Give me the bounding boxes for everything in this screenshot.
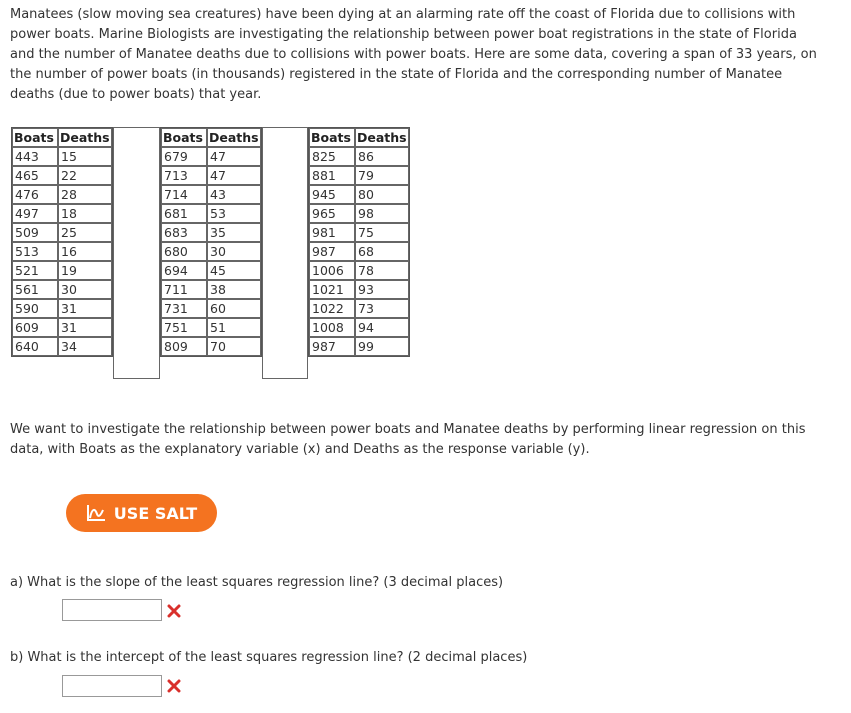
- deaths-cell: 98: [355, 204, 409, 223]
- boats-header: Boats: [309, 128, 355, 147]
- table-row: [161, 318, 261, 337]
- table-header-row: [161, 128, 261, 147]
- question-a-label: a) What is the slope of the least squares regression line? (3 decimal places): [10, 575, 504, 590]
- boats-cell: 981: [309, 223, 355, 242]
- deaths-cell: 75: [355, 223, 409, 242]
- use-salt-button[interactable]: [66, 494, 217, 532]
- incorrect-x-icon: [167, 679, 181, 693]
- deaths-cell: 31: [58, 299, 112, 318]
- boats-cell: 683: [161, 223, 207, 242]
- deaths-header: Deaths: [209, 130, 259, 145]
- deaths-cell: 60: [207, 299, 261, 318]
- table-row: [12, 318, 112, 337]
- table-row: [12, 185, 112, 204]
- deaths-cell: 70: [207, 337, 261, 356]
- deaths-cell: 53: [207, 204, 261, 223]
- boats-cell: 987: [309, 242, 355, 261]
- boats-cell: 881: [309, 166, 355, 185]
- table-row: [12, 147, 112, 166]
- deaths-cell: 73: [355, 299, 409, 318]
- deaths-cell: 99: [355, 337, 409, 356]
- boats-cell: 1008: [309, 318, 355, 337]
- boats-cell: 751: [161, 318, 207, 337]
- deaths-cell: 30: [58, 280, 112, 299]
- boats-cell: 640: [12, 337, 58, 356]
- deaths-cell: 80: [355, 185, 409, 204]
- question-b-label: b) What is the intercept of the least squares regression line? (2 decimal places): [10, 650, 528, 665]
- deaths-cell: 22: [58, 166, 112, 185]
- chart-icon: [86, 504, 106, 522]
- deaths-cell: 18: [58, 204, 112, 223]
- deaths-cell: 93: [355, 280, 409, 299]
- boats-cell: 680: [161, 242, 207, 261]
- boats-cell: 590: [12, 299, 58, 318]
- table-row: [309, 299, 409, 318]
- deaths-cell: 19: [58, 261, 112, 280]
- deaths-cell: 79: [355, 166, 409, 185]
- boats-cell: 521: [12, 261, 58, 280]
- table-row: [309, 166, 409, 185]
- boats-cell: 945: [309, 185, 355, 204]
- deaths-cell: 34: [58, 337, 112, 356]
- boats-cell: 965: [309, 204, 355, 223]
- boats-cell: 711: [161, 280, 207, 299]
- deaths-cell: 35: [207, 223, 261, 242]
- table-row: [161, 242, 261, 261]
- deaths-cell: 25: [58, 223, 112, 242]
- data-table-1: [11, 127, 113, 357]
- deaths-cell: 43: [207, 185, 261, 204]
- table-row: [12, 299, 112, 318]
- table-row: [161, 299, 261, 318]
- boats-cell: 987: [309, 337, 355, 356]
- deaths-cell: 16: [58, 242, 112, 261]
- boats-cell: 476: [12, 185, 58, 204]
- deaths-cell: 86: [355, 147, 409, 166]
- table-row: [309, 280, 409, 299]
- deaths-cell: 47: [207, 147, 261, 166]
- table-row: [161, 280, 261, 299]
- table-row: [161, 223, 261, 242]
- boats-cell: 825: [309, 147, 355, 166]
- table-row: [309, 261, 409, 280]
- use-salt-label: USE SALT: [113, 503, 198, 523]
- deaths-cell: 38: [207, 280, 261, 299]
- table-row: [309, 242, 409, 261]
- table-row: [161, 185, 261, 204]
- slope-answer-input[interactable]: [62, 599, 162, 621]
- table-row: [161, 261, 261, 280]
- deaths-cell: 31: [58, 318, 112, 337]
- table-row: [309, 337, 409, 356]
- boats-cell: 809: [161, 337, 207, 356]
- deaths-cell: 78: [355, 261, 409, 280]
- intercept-answer-input[interactable]: [62, 675, 162, 697]
- deaths-cell: 47: [207, 166, 261, 185]
- deaths-header: Deaths: [357, 130, 407, 145]
- deaths-cell: 15: [58, 147, 112, 166]
- boats-cell: 713: [161, 166, 207, 185]
- boats-cell: 679: [161, 147, 207, 166]
- table-row: [12, 242, 112, 261]
- boats-cell: 443: [12, 147, 58, 166]
- deaths-cell: 30: [207, 242, 261, 261]
- boats-cell: 609: [12, 318, 58, 337]
- boats-cell: 513: [12, 242, 58, 261]
- deaths-cell: 45: [207, 261, 261, 280]
- deaths-cell: 51: [207, 318, 261, 337]
- boats-header: Boats: [12, 128, 58, 147]
- boats-cell: 1022: [309, 299, 355, 318]
- table-row: [12, 166, 112, 185]
- table-row: [309, 185, 409, 204]
- table-row: [309, 223, 409, 242]
- regression-paragraph: We want to investigate the relationship between power boats and Manatee deaths by performing linear regression on this data, with Boats as the explanatory variable (x) and Deaths as the response variable (y).: [10, 422, 806, 457]
- table-header-row: [309, 128, 409, 147]
- deaths-header: Deaths: [60, 130, 110, 145]
- data-table-2: [160, 127, 262, 357]
- table-row: [161, 204, 261, 223]
- table-header-row: [12, 128, 112, 147]
- deaths-cell: 28: [58, 185, 112, 204]
- boats-cell: 1021: [309, 280, 355, 299]
- deaths-cell: 94: [355, 318, 409, 337]
- boats-cell: 681: [161, 204, 207, 223]
- boats-cell: 714: [161, 185, 207, 204]
- boats-cell: 694: [161, 261, 207, 280]
- boats-cell: 731: [161, 299, 207, 318]
- boats-header: Boats: [161, 128, 207, 147]
- table-row: [309, 147, 409, 166]
- boats-cell: 1006: [309, 261, 355, 280]
- boats-cell: 509: [12, 223, 58, 242]
- intro-paragraph: Manatees (slow moving sea creatures) have been dying at an alarming rate off the coast of Florida due to collisions with power boats. Marine Biologists are investigating the relationship between power boat registrations in the state of Florida and the number of Manatee deaths due to collisions with power boats. Here are some data, covering a span of 33 years, on the number of power boats (in thousands) registered in the state of Florida and the corresponding number of Manatee deaths (due to power boats) that year.: [10, 7, 817, 102]
- table-spacer: [262, 127, 308, 379]
- table-row: [12, 204, 112, 223]
- boats-cell: 465: [12, 166, 58, 185]
- boats-cell: 561: [12, 280, 58, 299]
- table-row: [12, 280, 112, 299]
- table-row: [161, 166, 261, 185]
- table-row: [12, 223, 112, 242]
- table-spacer: [113, 127, 160, 379]
- table-row: [12, 337, 112, 356]
- table-row: [309, 204, 409, 223]
- deaths-cell: 68: [355, 242, 409, 261]
- table-row: [12, 261, 112, 280]
- table-row: [161, 337, 261, 356]
- table-row: [161, 147, 261, 166]
- incorrect-x-icon: [167, 604, 181, 618]
- table-row: [309, 318, 409, 337]
- data-table-3: [308, 127, 410, 357]
- boats-cell: 497: [12, 204, 58, 223]
